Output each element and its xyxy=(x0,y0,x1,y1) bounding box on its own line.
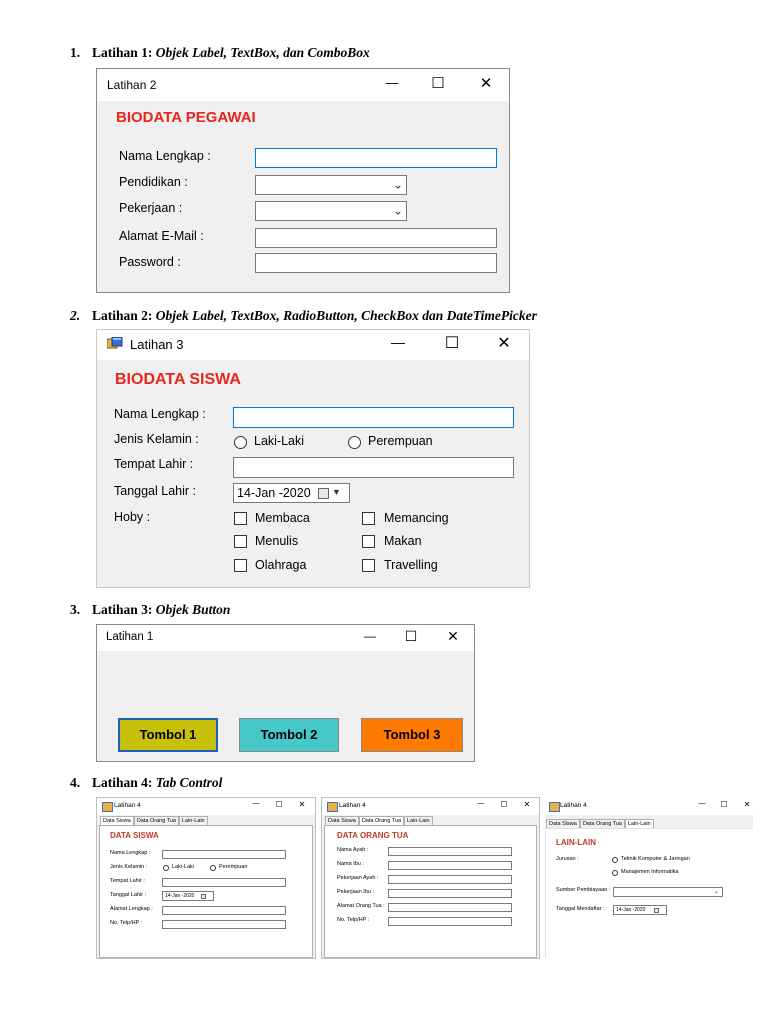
label-jurusan: Jurusan : xyxy=(556,856,579,862)
sumber-pembiayaan-combobox[interactable] xyxy=(613,887,723,897)
title-bar xyxy=(97,69,509,101)
window-latihan-3 xyxy=(96,329,530,588)
window-latihan-2 xyxy=(96,68,510,293)
tab-lain-lain[interactable]: Lain-Lain xyxy=(625,819,654,829)
window-title: Latihan 3 xyxy=(130,337,184,352)
title-bar xyxy=(545,798,753,815)
label-no-telp: No. Telp/HP : xyxy=(337,917,370,923)
close-button[interactable]: ✕ xyxy=(743,800,751,809)
label-nama-lengkap: Nama Lengkap : xyxy=(119,149,211,163)
checkbox-label: Memancing xyxy=(384,511,449,525)
checkbox-label: Makan xyxy=(384,534,422,548)
label-tempat-lahir: Tempat Lahir : xyxy=(110,878,145,884)
label-sumber-pembiayaan: Sumber Pembiayaan : xyxy=(556,887,611,893)
minimize-button[interactable]: — xyxy=(698,800,706,807)
calendar-icon[interactable] xyxy=(201,894,206,899)
heading-subtitle: Objek Button xyxy=(155,602,231,617)
dropdown-arrow-icon[interactable]: ▼ xyxy=(332,487,341,497)
checkbox-menulis[interactable] xyxy=(234,535,247,548)
label-hoby: Hoby : xyxy=(114,510,151,524)
tab-lain-lain[interactable]: Lain-Lain xyxy=(179,816,208,826)
checkbox-label: Membaca xyxy=(255,511,310,525)
minimize-button[interactable]: — xyxy=(252,800,260,807)
no-telp-input[interactable] xyxy=(162,920,286,929)
tombol-3-button[interactable]: Tombol 3 xyxy=(361,718,463,752)
checkbox-label: Olahraga xyxy=(255,558,307,572)
label-tempat-lahir: Tempat Lahir : xyxy=(114,457,194,471)
checkbox-olahraga[interactable] xyxy=(234,559,247,572)
label-nama-ibu: Nama Ibu : xyxy=(337,861,364,867)
alamat-orang-tua-input[interactable] xyxy=(388,903,512,912)
label-alamat-lengkap: Alamat Lengkap : xyxy=(110,906,153,912)
heading-number: 3. xyxy=(70,602,81,617)
window-title: Latihan 2 xyxy=(107,78,157,92)
form-heading: LAIN-LAIN xyxy=(556,838,596,847)
heading-title: Latihan 4: xyxy=(92,775,156,790)
label-no-telp: No. Telp/HP : xyxy=(110,920,143,926)
close-button[interactable]: ✕ xyxy=(497,335,511,352)
nama-ibu-input[interactable] xyxy=(388,861,512,870)
tab-page xyxy=(99,825,313,958)
heading-number: 1. xyxy=(70,45,81,60)
tanggal-mendaftar-datepicker[interactable] xyxy=(613,905,667,915)
chevron-down-icon: ⌄ xyxy=(392,177,403,192)
tab-data-orang-tua[interactable]: Data Orang Tua xyxy=(580,819,625,829)
label-tanggal-lahir: Tanggal Lahir : xyxy=(114,484,197,498)
radio-label: Manajemen Informatika xyxy=(621,869,679,875)
tempat-lahir-input[interactable] xyxy=(233,457,514,478)
tab-page xyxy=(324,825,537,958)
window-latihan-4-data-orang-tua xyxy=(321,797,540,959)
window-title: Latihan 4 xyxy=(114,802,141,809)
maximize-button[interactable]: ☐ xyxy=(404,628,418,644)
close-button[interactable]: ✕ xyxy=(523,800,531,809)
tab-data-orang-tua[interactable]: Data Orang Tua xyxy=(359,816,404,826)
pekerjaan-combobox[interactable] xyxy=(255,201,407,221)
checkbox-makan[interactable] xyxy=(362,535,375,548)
radio-label: Perempuan xyxy=(368,434,433,448)
radio-label: Perempuan xyxy=(219,864,248,870)
checkbox-memancing[interactable] xyxy=(362,512,375,525)
heading-number-text: 2. xyxy=(70,308,81,323)
date-value: 14-Jan -2020 xyxy=(165,893,195,899)
checkbox-travelling[interactable] xyxy=(362,559,375,572)
heading-subtitle: Objek Label, TextBox, RadioButton, CheckBox dan DateTimePicker xyxy=(155,308,537,323)
tab-data-siswa[interactable]: Data Siswa xyxy=(100,816,134,826)
minimize-button[interactable]: — xyxy=(364,629,376,643)
chevron-down-icon: ⌄ xyxy=(392,203,403,218)
calendar-icon[interactable] xyxy=(318,488,329,499)
pekerjaan-ibu-input[interactable] xyxy=(388,889,512,898)
form-heading: BIODATA PEGAWAI xyxy=(116,109,256,126)
alamat-email-input[interactable] xyxy=(255,228,497,248)
label-tanggal-lahir: Tanggal Lahir : xyxy=(110,892,147,898)
maximize-button[interactable]: ☐ xyxy=(720,800,728,809)
radio-perempuan[interactable] xyxy=(210,865,216,871)
tab-page xyxy=(545,828,754,959)
close-button[interactable]: ✕ xyxy=(479,75,493,92)
tab-lain-lain[interactable]: Lain-Lain xyxy=(404,816,433,826)
label-tanggal-mendaftar: Tanggal Mendaftar : xyxy=(556,906,605,912)
window-title: Latihan 1 xyxy=(106,631,154,643)
date-value: 14-Jan -2020 xyxy=(237,486,311,500)
radio-teknik-komputer-jaringan[interactable] xyxy=(612,857,618,863)
chevron-down-icon: ⌄ xyxy=(713,889,719,896)
window-latihan-1 xyxy=(96,624,475,762)
app-icon xyxy=(107,337,123,351)
title-bar xyxy=(97,625,474,651)
nama-lengkap-input[interactable] xyxy=(162,850,286,859)
alamat-lengkap-input[interactable] xyxy=(162,906,286,915)
close-button[interactable]: ✕ xyxy=(298,800,306,809)
app-icon xyxy=(327,802,338,812)
checkbox-membaca[interactable] xyxy=(234,512,247,525)
title-bar xyxy=(97,798,315,815)
date-value: 14-Jan -2020 xyxy=(616,907,646,913)
pendidikan-combobox[interactable] xyxy=(255,175,407,195)
label-password: Password : xyxy=(119,255,181,269)
tanggal-lahir-datepicker[interactable] xyxy=(162,891,214,901)
tab-data-siswa[interactable]: Data Siswa xyxy=(546,819,580,829)
no-telp-input[interactable] xyxy=(388,917,512,926)
label-jenis-kelamin: Jenis Kelamin : xyxy=(110,864,148,870)
form-heading: DATA ORANG TUA xyxy=(337,831,409,840)
minimize-button[interactable]: — xyxy=(385,75,399,90)
label-pekerjaan-ibu: Pekerjaan Ibu : xyxy=(337,889,374,895)
radio-label: Laki-Laki xyxy=(172,864,195,870)
form-heading: BIODATA SISWA xyxy=(115,371,241,388)
radio-laki-laki[interactable] xyxy=(234,436,247,449)
radio-perempuan[interactable] xyxy=(348,436,361,449)
title-bar xyxy=(322,798,539,815)
window-latihan-4-data-siswa xyxy=(96,797,316,959)
checkbox-label: Travelling xyxy=(384,558,438,572)
heading-number xyxy=(70,308,92,324)
label-pekerjaan-ayah: Pekerjaan Ayah : xyxy=(337,875,379,881)
nama-ayah-input[interactable] xyxy=(388,847,512,856)
heading-latihan-4 xyxy=(70,775,222,791)
checkbox-label: Menulis xyxy=(255,534,299,548)
tempat-lahir-input[interactable] xyxy=(162,878,286,887)
tab-data-orang-tua[interactable]: Data Orang Tua xyxy=(134,816,179,826)
label-alamat-email: Alamat E-Mail : xyxy=(119,229,204,243)
heading-subtitle: Tab Control xyxy=(155,775,223,790)
maximize-button[interactable]: ☐ xyxy=(431,75,445,92)
label-nama-ayah: Nama Ayah : xyxy=(337,847,369,853)
calendar-icon[interactable] xyxy=(654,908,659,913)
label-nama-lengkap: Nama Lengkap : xyxy=(114,407,206,421)
heading-title: Latihan 1: xyxy=(92,45,156,60)
radio-manajemen-informatika[interactable] xyxy=(612,870,618,876)
form-heading: DATA SISWA xyxy=(110,831,159,840)
heading-number: 4. xyxy=(70,775,81,790)
heading-latihan-3 xyxy=(70,602,230,618)
nama-lengkap-input[interactable] xyxy=(233,407,514,428)
label-jenis-kelamin: Jenis Kelamin : xyxy=(114,432,199,446)
app-icon xyxy=(549,802,560,812)
nama-lengkap-input[interactable] xyxy=(255,148,497,168)
label-alamat-orang-tua: Alamat Orang Tua : xyxy=(337,903,385,909)
minimize-button[interactable]: — xyxy=(391,334,405,350)
maximize-button[interactable]: ☐ xyxy=(500,800,508,809)
heading-subtitle: Objek Label, TextBox, dan ComboBox xyxy=(155,45,370,60)
password-input[interactable] xyxy=(255,253,497,273)
window-title: Latihan 4 xyxy=(560,802,587,809)
radio-laki-laki[interactable] xyxy=(163,865,169,871)
close-button[interactable]: ✕ xyxy=(447,628,459,644)
heading-title: Latihan 3: xyxy=(92,602,156,617)
label-nama-lengkap: Nama Lengkap : xyxy=(110,850,151,856)
heading-latihan-1 xyxy=(70,45,370,61)
title-bar xyxy=(97,330,529,360)
heading-title: Latihan 2: xyxy=(92,308,156,323)
minimize-button[interactable]: — xyxy=(477,800,485,807)
tab-data-siswa[interactable]: Data Siswa xyxy=(325,816,359,826)
maximize-button[interactable]: ☐ xyxy=(275,800,283,809)
radio-label: Laki-Laki xyxy=(254,434,305,448)
window-title: Latihan 4 xyxy=(339,802,366,809)
radio-label: Teknik Komputer & Jaringan xyxy=(621,856,690,862)
tanggal-lahir-datepicker[interactable] xyxy=(233,483,350,503)
tombol-2-button[interactable]: Tombol 2 xyxy=(239,718,339,752)
window-latihan-4-lain-lain xyxy=(544,797,754,959)
label-pekerjaan: Pekerjaan : xyxy=(119,201,183,215)
pekerjaan-ayah-input[interactable] xyxy=(388,875,512,884)
label-pendidikan: Pendidikan : xyxy=(119,175,188,189)
maximize-button[interactable]: ☐ xyxy=(444,335,460,352)
tombol-1-button[interactable]: Tombol 1 xyxy=(118,718,218,752)
heading-latihan-2 xyxy=(70,308,537,324)
app-icon xyxy=(102,802,113,812)
